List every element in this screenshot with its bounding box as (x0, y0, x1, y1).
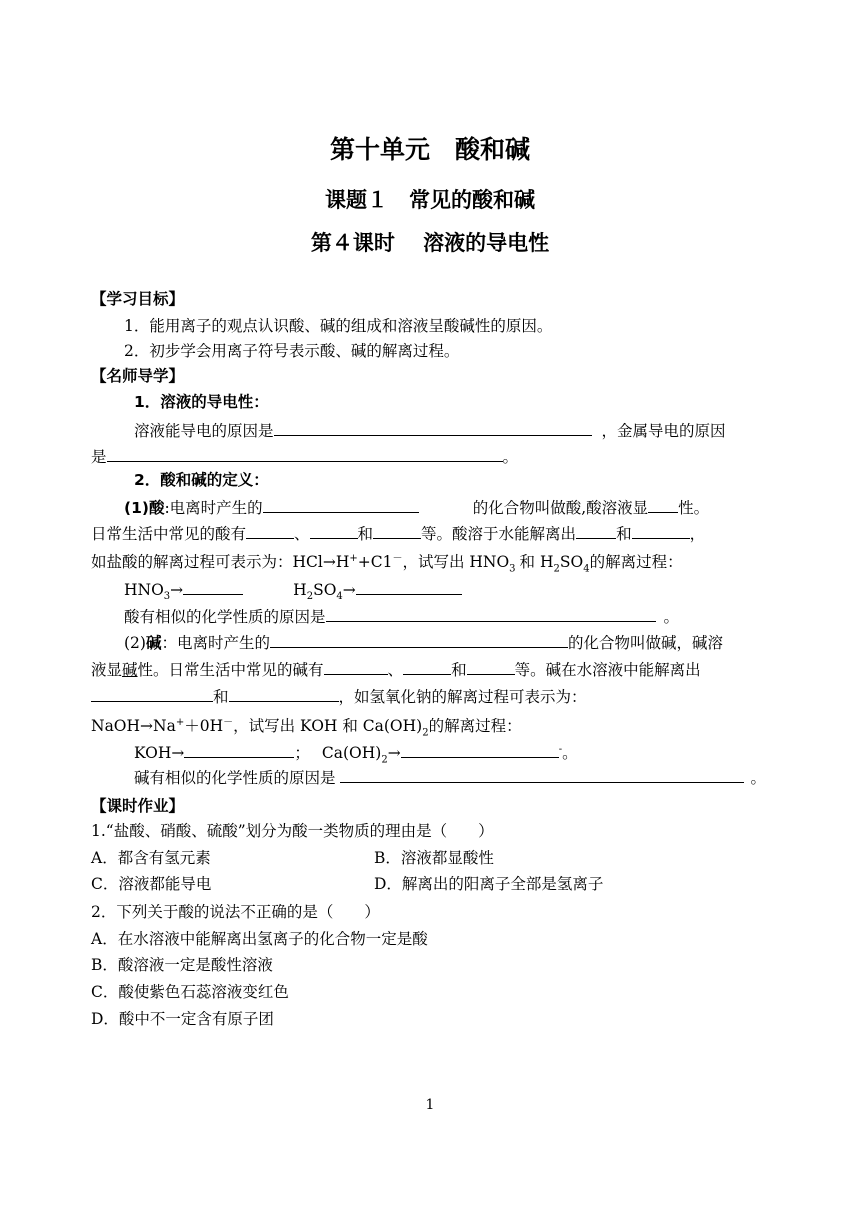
blank[interactable] (263, 496, 419, 513)
blank[interactable] (632, 522, 690, 539)
blank[interactable] (107, 445, 503, 462)
base-definition-line: (2)碱：电离时产生的 的化合物叫做碱，碱溶 (124, 631, 723, 653)
blank[interactable] (356, 578, 462, 595)
lesson-title: 第４课时 溶液的导电性 (310, 231, 550, 255)
blank[interactable] (340, 766, 744, 783)
topic-title: 课题１ 常见的酸和碱 (325, 188, 535, 212)
base-ions-line: 和 ，如氢氧化钠的解离过程可表示为： (91, 685, 587, 707)
base-ionization-example: NaOH→Na+＋0H－，试写出 KOH 和 $Ca(OH)_2$的解离过程： (91, 717, 522, 739)
base-ionization-blanks: KOH→ ； $Ca(OH)_2\to ^-$。 (134, 740, 578, 770)
q1-option-b[interactable]: B．溶液都显酸性 (374, 849, 494, 867)
goal-item-2: 2．初步学会用离子符号表示酸、碱的解离过程。 (124, 342, 460, 360)
q1-option-c[interactable]: C．溶液都能导电 (91, 875, 212, 893)
blank[interactable] (310, 522, 358, 539)
acid-ionization-example: 如盐酸的解离过程可表示为：HCl→H++C1－，试写出 $HNO_3$ 和 $H_2SO_4$的解离过程： (91, 553, 683, 575)
blank[interactable] (648, 496, 678, 513)
section-1-title: 1．溶液的导电性： (134, 393, 269, 411)
goals-heading: 【学习目标】 (91, 290, 185, 308)
unit-title: 第十单元 酸和碱 (329, 135, 530, 164)
blank[interactable] (229, 685, 339, 702)
section-2-title: 2．酸和碱的定义： (134, 471, 269, 489)
q2-option-c[interactable]: C．酸使紫色石蕊溶液变红色 (91, 983, 289, 1001)
question-1: 1.“盐酸、硝酸、硫酸”划分为酸一类物质的理由是（ ） (91, 822, 494, 840)
blank[interactable] (324, 658, 388, 675)
blank[interactable] (403, 658, 451, 675)
blank[interactable] (326, 605, 656, 622)
blank[interactable] (274, 419, 592, 436)
acid-common-line: 日常生活中常见的酸有 、 和 等。酸溶于水能解离出 和 ， (91, 522, 705, 544)
blank[interactable] (467, 658, 515, 675)
blank[interactable] (373, 522, 421, 539)
acid-ionization-blanks: $HNO_3\to H_2SO_4\to$ (124, 578, 462, 607)
acid-reason-line: 酸有相似的化学性质的原因是 。 (124, 605, 679, 627)
blank[interactable] (270, 631, 568, 648)
question-2: 2．下列关于酸的说法不正确的是（ ） (91, 903, 380, 921)
base-reason-line: 碱有相似的化学性质的原因是 。 (134, 766, 766, 788)
blank[interactable] (246, 522, 294, 539)
blank[interactable] (401, 741, 559, 758)
q1-option-a[interactable]: A．都含有氢元素 (91, 849, 211, 867)
blank[interactable] (183, 578, 243, 595)
homework-heading: 【课时作业】 (91, 797, 185, 815)
blank[interactable] (91, 685, 213, 702)
page-number: 1 (425, 1097, 435, 1113)
q2-option-a[interactable]: A．在水溶液中能解离出氢离子的化合物一定是酸 (91, 930, 428, 948)
goal-item-1: 1．能用离子的观点认识酸、碱的组成和溶液呈酸碱性的原因。 (124, 317, 553, 335)
blank[interactable] (576, 522, 616, 539)
q2-option-d[interactable]: D．酸中不一定含有原子团 (91, 1010, 274, 1028)
conductivity-line-2: 是 。 (91, 445, 518, 467)
guide-heading: 【名师导学】 (91, 367, 185, 385)
base-common-line: 液显碱性。日常生活中常见的碱有 、 和 等。碱在水溶液中能解离出 (91, 658, 701, 680)
q2-option-b[interactable]: B．酸溶液一定是酸性溶液 (91, 956, 273, 974)
acid-definition-line: (1)酸:电离时产生的 的化合物叫做酸,酸溶液显 性。 (124, 496, 709, 518)
conductivity-line-1: 溶液能导电的原因是 ，金属导电的原因 (134, 419, 726, 441)
q1-option-d[interactable]: D．解离出的阳离子全部是氢离子 (374, 875, 604, 893)
blank[interactable] (184, 741, 294, 758)
